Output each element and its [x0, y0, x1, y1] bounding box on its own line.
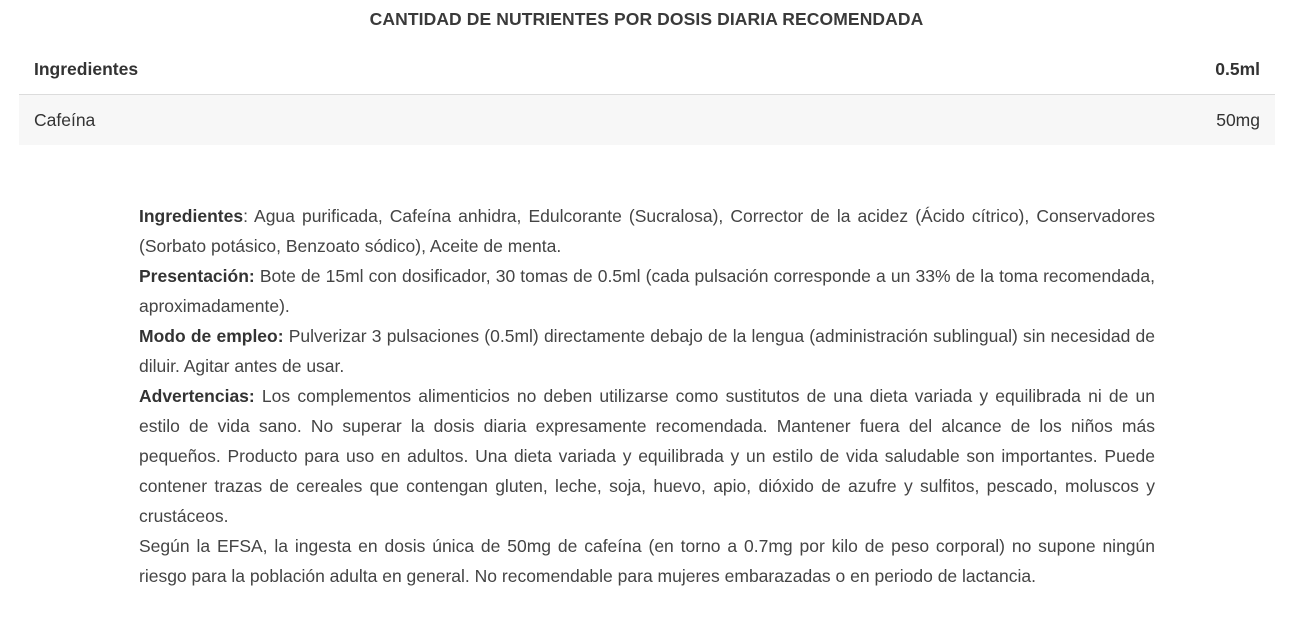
- nutrition-table-title: CANTIDAD DE NUTRIENTES POR DOSIS DIARIA RECOMENDADA: [369, 9, 924, 29]
- nutrition-table-header: [19, 44, 1275, 95]
- usage-paragraph: [139, 321, 1155, 381]
- header-ingredients: Ingredientes: [34, 58, 139, 79]
- table-row: [19, 95, 1275, 145]
- efsa-paragraph: Según la EFSA, la ingesta en dosis única de 50mg de cafeína (en torno a 0.7mg por kilo de peso corporal) no supone ningún riesgo para la población adulta en general. No recomendable para mujeres embarazadas o en periodo de lactancia.: [139, 536, 1155, 586]
- warnings-paragraph: [139, 381, 1155, 531]
- presentation-label: Presentación:: [139, 266, 255, 286]
- warnings-label: Advertencias:: [139, 386, 255, 406]
- presentation-paragraph: [139, 261, 1155, 321]
- warnings-text: Los complementos alimenticios no deben utilizarse como sustitutos de una dieta variada y equilibrada ni de un estilo de vida sano. No superar la dosis diaria expresamente recomendada. Mantener fuera del alcance de los niños más pequeños. Producto para uso en adultos. Una dieta variada y equilibrada y un estilo de vida saludable son importantes. Puede contener trazas de cereales que contengan gluten, leche, soja, huevo, apio, dióxido de azufre y sulfitos, pescado, moluscos y crustáceos.: [139, 386, 1155, 526]
- usage-text: Pulverizar 3 pulsaciones (0.5ml) directamente debajo de la lengua (administración sublingual) sin necesidad de diluir. Agitar antes de usar.: [139, 326, 1155, 376]
- ingredients-text: : Agua purificada, Cafeína anhidra, Edulcorante (Sucralosa), Corrector de la acidez (Ácido cítrico), Conservadores (Sorbato potásico, Benzoato sódico), Aceite de menta.: [139, 206, 1155, 256]
- presentation-text: Bote de 15ml con dosificador, 30 tomas de 0.5ml (cada pulsación corresponde a un 33% de la toma recomendada, aproximadamente).: [139, 266, 1155, 316]
- product-description: [139, 201, 1155, 591]
- usage-label: Modo de empleo:: [139, 326, 284, 346]
- ingredient-name: Cafeína: [34, 109, 96, 130]
- ingredient-amount: 50mg: [1216, 109, 1260, 130]
- header-dose: 0.5ml: [1215, 58, 1260, 79]
- nutrition-table: [19, 44, 1275, 145]
- ingredients-paragraph: [139, 201, 1155, 261]
- ingredients-label: Ingredientes: [139, 206, 244, 226]
